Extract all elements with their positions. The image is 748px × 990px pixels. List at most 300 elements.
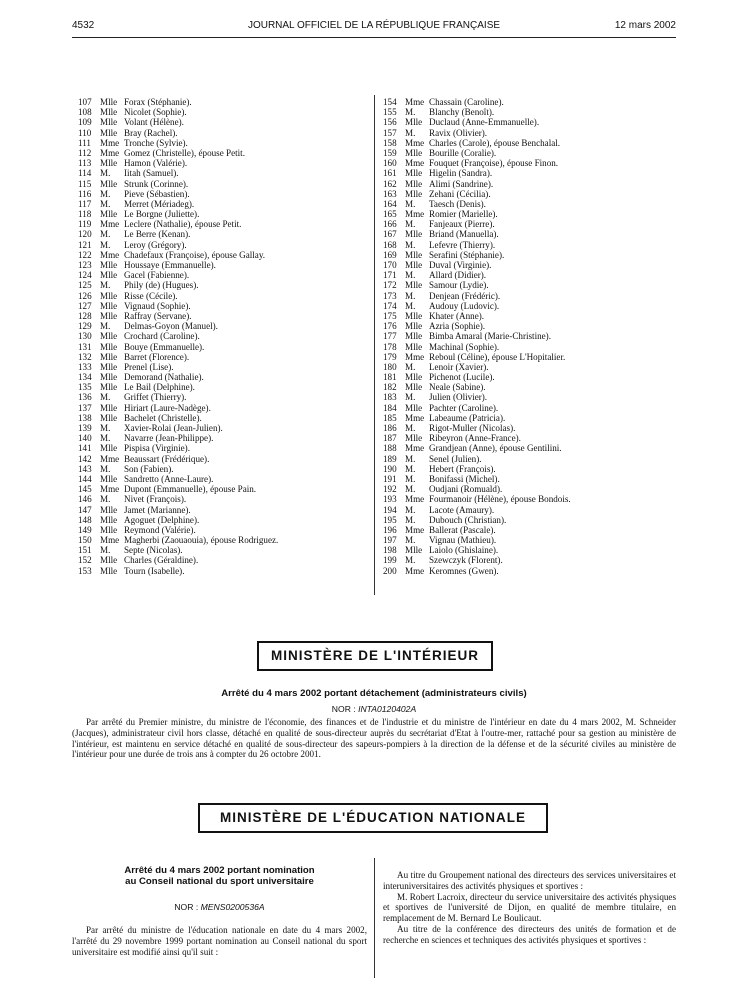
item-number: 131	[78, 341, 92, 352]
person-name: Tronche (Sylvie).	[124, 137, 188, 148]
item-number: 197	[383, 535, 397, 546]
list-item	[78, 566, 368, 576]
person-name: Merret (Mériadeg).	[124, 198, 195, 209]
civility-title: Mme	[405, 209, 425, 220]
list-item	[78, 250, 368, 260]
item-number: 117	[78, 198, 92, 209]
civility-title: M.	[405, 290, 416, 301]
list-item	[78, 97, 368, 107]
list-item	[78, 209, 368, 219]
civility-title: Mme	[100, 137, 120, 148]
person-name: Vignaud (Sophie).	[124, 300, 191, 311]
person-name: Grandjean (Anne), épouse Gentilini.	[429, 443, 562, 454]
civility-title: Mlle	[100, 270, 118, 281]
item-number: 137	[78, 402, 92, 413]
item-number: 134	[78, 372, 92, 383]
item-number: 192	[383, 484, 397, 495]
item-number: 116	[78, 188, 92, 199]
person-name: Serafini (Stéphanie).	[429, 249, 505, 260]
page-header	[72, 20, 676, 36]
person-name: Duval (Virginie).	[429, 260, 492, 270]
civility-title: Mlle	[100, 473, 118, 484]
item-number: 148	[78, 514, 92, 525]
person-name: Volant (Hélène).	[124, 117, 184, 128]
list-item	[78, 454, 368, 464]
item-number: 193	[383, 494, 397, 505]
item-number: 114	[78, 168, 92, 179]
person-name: Delmas-Goyon (Manuel).	[124, 321, 218, 332]
person-name: Magherbi (Zaouaouia), épouse Rodriguez.	[124, 535, 279, 546]
civility-title: M.	[100, 463, 111, 474]
item-number: 107	[78, 97, 92, 107]
civility-title: Mlle	[405, 117, 423, 128]
person-name: Alimi (Sandrine).	[429, 178, 494, 189]
civility-title: Mlle	[405, 260, 423, 270]
civility-title: Mlle	[405, 382, 423, 393]
list-item	[383, 566, 673, 576]
civility-title: M.	[100, 188, 111, 199]
list-item	[383, 291, 673, 301]
person-name: Bachelet (Christelle).	[124, 412, 202, 423]
person-name: Taesch (Denis).	[429, 198, 486, 209]
item-number: 178	[383, 341, 397, 352]
list-item	[383, 229, 673, 239]
civility-title: Mlle	[405, 168, 423, 179]
paragraph: Au titre de la conférence des directeurs des unités de formation et de recherche en sciences et techniques des activités physiques et sportives :	[383, 923, 676, 945]
person-name: Barret (Florence).	[124, 351, 190, 362]
person-name: Hiriart (Laure-Nadège).	[124, 402, 211, 413]
list-item	[383, 392, 673, 402]
civility-title: Mlle	[100, 178, 118, 189]
person-name: Bonifassi (Michel).	[429, 473, 500, 484]
item-number: 163	[383, 188, 397, 199]
list-item	[78, 199, 368, 209]
civility-title: Mme	[405, 158, 425, 169]
person-name: Bimba Amaral (Marie-Christine).	[429, 331, 551, 342]
list-item	[383, 545, 673, 555]
civility-title: Mlle	[100, 209, 118, 220]
item-number: 156	[383, 117, 397, 128]
person-name: Laiolo (Ghislaine).	[429, 545, 499, 556]
person-name: Gomez (Christelle), épouse Petit.	[124, 147, 245, 158]
person-name: Zehani (Cécilia).	[429, 188, 491, 199]
nor-code: INTA0120402A	[358, 704, 417, 714]
item-number: 191	[383, 473, 397, 484]
list-item	[78, 535, 368, 545]
item-number: 188	[383, 443, 397, 454]
person-name: Chadefaux (Françoise), épouse Gallay.	[124, 249, 266, 260]
person-name: Demorand (Nathalie).	[124, 372, 204, 383]
decree-title-education	[72, 865, 367, 887]
item-number: 124	[78, 270, 92, 281]
list-item	[78, 433, 368, 443]
person-name: Dubouch (Christian).	[429, 514, 507, 525]
item-number: 133	[78, 361, 92, 372]
civility-title: Mlle	[100, 290, 118, 301]
civility-title: Mlle	[405, 372, 423, 383]
item-number: 132	[78, 351, 92, 362]
list-item	[383, 168, 673, 178]
list-item	[78, 474, 368, 484]
item-number: 123	[78, 260, 92, 270]
item-number: 199	[383, 555, 397, 566]
list-item	[383, 199, 673, 209]
journal-title: JOURNAL OFFICIEL DE LA RÉPUBLIQUE FRANÇAISE	[247, 20, 501, 31]
civility-title: M.	[405, 504, 416, 515]
list-item	[78, 484, 368, 494]
person-name: Charles (Géraldine).	[124, 555, 199, 566]
ministry-heading-interieur: MINISTÈRE DE L'INTÉRIEUR	[257, 641, 493, 671]
person-name: Duclaud (Anne-Emmanuelle).	[429, 117, 540, 128]
item-number: 130	[78, 331, 92, 342]
list-item	[78, 525, 368, 535]
person-name: Romier (Marielle).	[429, 209, 498, 220]
person-name: Strunk (Corinne).	[124, 178, 189, 189]
civility-title: M.	[100, 494, 111, 505]
list-item	[383, 423, 673, 433]
person-name: Blanchy (Benoît).	[429, 107, 495, 118]
civility-title: Mlle	[405, 147, 423, 158]
item-number: 187	[383, 433, 397, 444]
item-number: 194	[383, 504, 397, 515]
item-number: 169	[383, 249, 397, 260]
civility-title: Mlle	[100, 372, 118, 383]
civility-title: Mme	[100, 453, 120, 464]
civility-title: Mlle	[405, 402, 423, 413]
list-item	[78, 515, 368, 525]
list-item	[383, 454, 673, 464]
item-number: 142	[78, 453, 92, 464]
civility-title: M.	[100, 423, 111, 433]
person-name: Jamet (Marianne).	[124, 504, 191, 515]
list-item	[383, 301, 673, 311]
civility-title: Mlle	[405, 188, 423, 199]
item-number: 168	[383, 239, 397, 250]
civility-title: M.	[405, 473, 416, 484]
item-number: 186	[383, 423, 397, 433]
list-item	[383, 464, 673, 474]
person-name: Senel (Julien).	[429, 453, 482, 464]
person-name: Hamon (Valérie).	[124, 158, 188, 169]
column-divider	[374, 95, 375, 595]
list-item	[383, 474, 673, 484]
list-item	[383, 484, 673, 494]
item-number: 167	[383, 229, 397, 240]
item-number: 165	[383, 209, 397, 220]
civility-title: Mlle	[405, 341, 423, 352]
civility-title: Mme	[100, 219, 120, 230]
title-line-2: au Conseil national du sport universitaire	[125, 876, 314, 887]
civility-title: Mlle	[100, 331, 118, 342]
civility-title: Mlle	[405, 178, 423, 189]
person-name: Audouy (Ludovic).	[429, 300, 500, 311]
person-name: Fanjeaux (Pierre).	[429, 219, 495, 230]
item-number: 125	[78, 280, 92, 291]
nor-reference-education	[72, 902, 367, 912]
person-name: Navarre (Jean-Philippe).	[124, 433, 214, 444]
item-number: 149	[78, 524, 92, 535]
person-name: Pachter (Caroline).	[429, 402, 499, 413]
civility-title: M.	[405, 392, 416, 403]
nor-reference-interieur	[72, 704, 676, 714]
list-item	[78, 260, 368, 270]
item-number: 200	[383, 565, 397, 576]
list-item	[383, 209, 673, 219]
list-item	[78, 179, 368, 189]
item-number: 154	[383, 97, 397, 107]
civility-title: Mme	[405, 565, 425, 576]
person-name: Ballerat (Pascale).	[429, 524, 496, 535]
list-item	[78, 158, 368, 168]
person-name: Fourmanoir (Hélène), épouse Bondois.	[429, 494, 571, 505]
item-number: 128	[78, 310, 92, 321]
list-item	[383, 413, 673, 423]
civility-title: M.	[100, 168, 111, 179]
civility-title: Mme	[405, 524, 425, 535]
item-number: 155	[383, 107, 397, 118]
civility-title: M.	[405, 219, 416, 230]
item-number: 122	[78, 249, 92, 260]
nomination-list-right	[383, 97, 673, 576]
list-item	[383, 515, 673, 525]
list-item	[78, 342, 368, 352]
list-item	[383, 311, 673, 321]
civility-title: M.	[100, 433, 111, 444]
person-name: Allard (Didier).	[429, 270, 487, 281]
item-number: 147	[78, 504, 92, 515]
list-item	[78, 494, 368, 504]
list-item	[78, 555, 368, 565]
item-number: 120	[78, 229, 92, 240]
civility-title: Mlle	[100, 158, 118, 169]
civility-title: Mme	[100, 535, 120, 546]
person-name: Hebert (François).	[429, 463, 496, 474]
civility-title: M.	[405, 535, 416, 546]
list-item	[78, 280, 368, 290]
person-name: Keromnes (Gwen).	[429, 565, 499, 576]
list-item	[383, 555, 673, 565]
person-name: Fouquet (Françoise), épouse Finon.	[429, 158, 559, 169]
civility-title: Mlle	[100, 504, 118, 515]
person-name: Ribeyron (Anne-France).	[429, 433, 521, 444]
list-item	[383, 352, 673, 362]
person-name: Ravix (Olivier).	[429, 127, 488, 138]
civility-title: Mme	[100, 484, 120, 495]
person-name: Khater (Anne).	[429, 310, 485, 321]
civility-title: M.	[405, 300, 416, 311]
item-number: 160	[383, 158, 397, 169]
person-name: Denjean (Frédéric).	[429, 290, 501, 301]
person-name: Le Bail (Delphine).	[124, 382, 195, 393]
person-name: Higelin (Sandra).	[429, 168, 493, 179]
list-item	[78, 331, 368, 341]
civility-title: M.	[405, 555, 416, 566]
item-number: 173	[383, 290, 397, 301]
civility-title: M.	[100, 239, 111, 250]
civility-title: M.	[405, 423, 416, 433]
item-number: 144	[78, 473, 92, 484]
person-name: Houssaye (Emmanuelle).	[124, 260, 216, 270]
civility-title: Mlle	[405, 310, 423, 321]
civility-title: Mlle	[100, 117, 118, 128]
nor-label: NOR :	[174, 902, 199, 912]
person-name: Le Berre (Kenan).	[124, 229, 191, 240]
civility-title: M.	[405, 514, 416, 525]
civility-title: Mlle	[100, 260, 118, 270]
item-number: 150	[78, 535, 92, 546]
civility-title: M.	[405, 239, 416, 250]
person-name: Neale (Sabine).	[429, 382, 486, 393]
person-name: Beaussart (Frédérique).	[124, 453, 210, 464]
person-name: Leclere (Nathalie), épouse Petit.	[124, 219, 242, 230]
list-item	[78, 240, 368, 250]
person-name: Lacote (Amaury).	[429, 504, 495, 515]
item-number: 196	[383, 524, 397, 535]
civility-title: Mlle	[405, 433, 423, 444]
item-number: 177	[383, 331, 397, 342]
list-item	[78, 138, 368, 148]
item-number: 158	[383, 137, 397, 148]
item-number: 139	[78, 423, 92, 433]
item-number: 152	[78, 555, 92, 566]
civility-title: Mme	[100, 147, 120, 158]
person-name: Reymond (Valérie).	[124, 524, 196, 535]
decree-body-education: Par arrêté du ministre de l'éducation nationale en date du 4 mars 2002, l'arrêté du 29 novembre 1999 portant nomination au Conseil national du sport universitaire est modifié ainsi qu'il suit :	[72, 925, 367, 957]
person-name: Labeaume (Patricia).	[429, 412, 506, 423]
person-name: Nivet (François).	[124, 494, 187, 505]
list-item	[383, 342, 673, 352]
item-number: 138	[78, 412, 92, 423]
list-item	[383, 443, 673, 453]
list-item	[78, 372, 368, 382]
list-item	[383, 107, 673, 117]
list-item	[78, 443, 368, 453]
civility-title: Mlle	[405, 249, 423, 260]
list-item	[383, 179, 673, 189]
list-item	[383, 382, 673, 392]
civility-title: M.	[100, 229, 111, 240]
civility-title: Mlle	[405, 331, 423, 342]
civility-title: Mlle	[100, 443, 118, 454]
list-item	[383, 240, 673, 250]
issue-date: 12 mars 2002	[614, 20, 676, 31]
civility-title: Mme	[405, 494, 425, 505]
item-number: 162	[383, 178, 397, 189]
person-name: Lenoir (Xavier).	[429, 361, 489, 372]
person-name: Le Borgne (Juliette).	[124, 209, 200, 220]
item-number: 157	[383, 127, 397, 138]
item-number: 181	[383, 372, 397, 383]
nomination-list-left	[78, 97, 368, 576]
civility-title: M.	[405, 453, 416, 464]
list-item	[78, 301, 368, 311]
list-item	[78, 382, 368, 392]
civility-title: Mlle	[100, 524, 118, 535]
list-item	[78, 128, 368, 138]
civility-title: Mlle	[100, 402, 118, 413]
item-number: 179	[383, 351, 397, 362]
item-number: 109	[78, 117, 92, 128]
civility-title: M.	[405, 361, 416, 372]
list-item	[78, 168, 368, 178]
item-number: 170	[383, 260, 397, 270]
nor-label: NOR :	[331, 704, 356, 714]
list-item	[78, 219, 368, 229]
item-number: 198	[383, 545, 397, 556]
civility-title: M.	[100, 280, 111, 291]
item-number: 141	[78, 443, 92, 454]
list-item	[383, 535, 673, 545]
item-number: 166	[383, 219, 397, 230]
person-name: Pieve (Sébastien).	[124, 188, 190, 199]
item-number: 143	[78, 463, 92, 474]
item-number: 110	[78, 127, 92, 138]
person-name: Lefevre (Thierry).	[429, 239, 496, 250]
item-number: 151	[78, 545, 92, 556]
civility-title: Mlle	[405, 321, 423, 332]
item-number: 135	[78, 382, 92, 393]
civility-title: Mme	[405, 351, 425, 362]
person-name: Septe (Nicolas).	[124, 545, 183, 556]
item-number: 145	[78, 484, 92, 495]
civility-title: M.	[405, 484, 416, 495]
person-name: Xavier-Rolai (Jean-Julien).	[124, 423, 223, 433]
item-number: 184	[383, 402, 397, 413]
item-number: 195	[383, 514, 397, 525]
item-number: 146	[78, 494, 92, 505]
list-item	[383, 280, 673, 290]
civility-title: M.	[405, 270, 416, 281]
person-name: Reboul (Céline), épouse L'Hopitalier.	[429, 351, 566, 362]
item-number: 161	[383, 168, 397, 179]
person-name: Briand (Manuella).	[429, 229, 499, 240]
item-number: 127	[78, 300, 92, 311]
civility-title: Mlle	[100, 382, 118, 393]
list-item	[78, 392, 368, 402]
decree-title-interieur: Arrêté du 4 mars 2002 portant détachement (administrateurs civils)	[221, 688, 527, 699]
civility-title: Mlle	[405, 545, 423, 556]
person-name: Son (Fabien).	[124, 463, 174, 474]
civility-title: Mme	[405, 137, 425, 148]
list-item	[78, 464, 368, 474]
item-number: 174	[383, 300, 397, 311]
list-item	[78, 229, 368, 239]
item-number: 183	[383, 392, 397, 403]
list-item	[78, 270, 368, 280]
item-number: 119	[78, 219, 92, 230]
person-name: Pichenot (Lucile).	[429, 372, 495, 383]
list-item	[78, 107, 368, 117]
item-number: 108	[78, 107, 92, 118]
list-item	[383, 158, 673, 168]
item-number: 189	[383, 453, 397, 464]
list-item	[78, 505, 368, 515]
list-item	[383, 260, 673, 270]
list-item	[78, 545, 368, 555]
person-name: Azria (Sophie).	[429, 321, 486, 332]
list-item	[383, 403, 673, 413]
list-item	[78, 423, 368, 433]
list-item	[383, 331, 673, 341]
item-number: 118	[78, 209, 92, 220]
person-name: Oudjani (Romuald).	[429, 484, 503, 495]
civility-title: Mlle	[100, 412, 118, 423]
person-name: Phily (de) (Hugues).	[124, 280, 199, 291]
civility-title: M.	[405, 463, 416, 474]
civility-title: Mlle	[100, 351, 118, 362]
civility-title: Mlle	[100, 107, 118, 118]
list-item	[383, 505, 673, 515]
